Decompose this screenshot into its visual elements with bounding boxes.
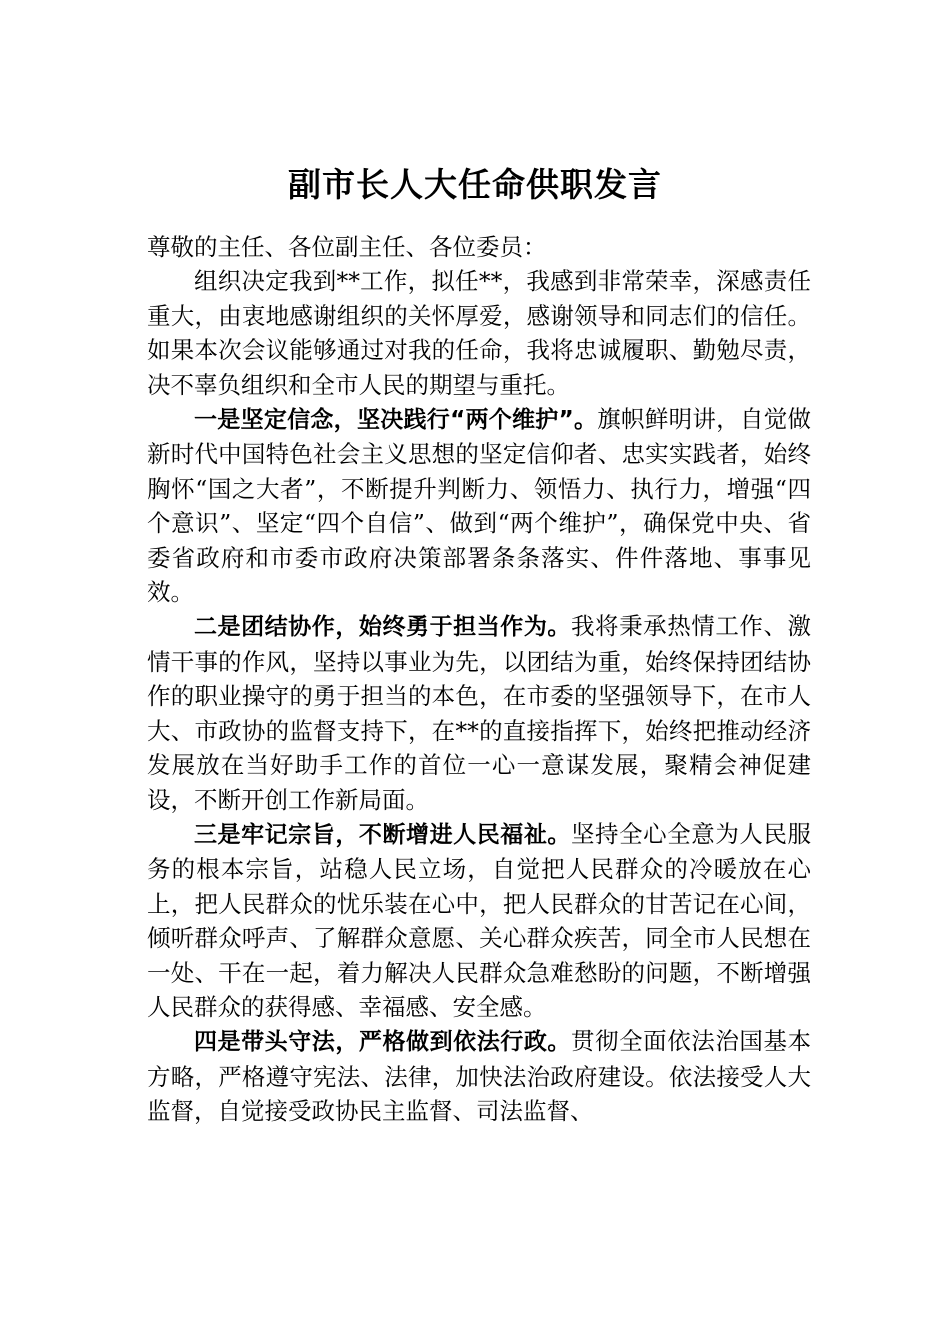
paragraph-lead: 四是带头守法，严格做到依法行政。: [194, 1029, 571, 1056]
paragraph-text: 贯彻全面依法治国基本方略，严格遵守宪法、法律，加快法治政府建设。依法接受人大监督，自觉接受政协民主监督、司法监督、: [147, 1027, 812, 1126]
paragraph-lead: 三是牢记宗旨，不断增进人民福祉。: [194, 821, 571, 848]
paragraph-text: 我将秉承热情工作、激情干事的作风，坚持以事业为先，以团结为重，始终保持团结协作的职业操守的勇于担当的本色，在市委的坚强领导下，在市人大、市政协的监督支持下，在**的直接指挥下，始终把推动经济发展放在当好助手工作的首位一心一意谋发展，聚精会神促建设，不断开创工作新局面。: [147, 612, 812, 814]
paragraph-lead: 一是坚定信念，坚决践行“两个维护”。: [194, 407, 598, 434]
document-body: [147, 230, 811, 1129]
paragraph-point-2: [147, 609, 811, 816]
document-title: 副市长人大任命供职发言: [288, 165, 662, 204]
paragraph-point-1: [147, 402, 811, 609]
paragraph-intro: [147, 264, 811, 402]
paragraph-text: 组织决定我到**工作，拟任**，我感到非常荣幸，深感责任重大，由衷地感谢组织的关怀厚爱，感谢领导和同志们的信任。如果本次会议能够通过对我的任命，我将忠诚履职、勤勉尽责，决不辜负组织和全市人民的期望与重托。: [147, 267, 811, 399]
paragraph-text: 坚持全心全意为人民服务的根本宗旨，站稳人民立场，自觉把人民群众的冷暖放在心上，把人民群众的忧乐装在心中，把人民群众的甘苦记在心间，倾听群众呼声、了解群众意愿、关心群众疾苦，同全市人民想在一处、干在一起，着力解决人民群众急难愁盼的问题，不断增强人民群众的获得感、幸福感、安全感。: [147, 819, 812, 1021]
paragraph-point-3: [147, 817, 811, 1024]
paragraph-point-4: [147, 1024, 811, 1128]
paragraph-lead: 二是团结协作，始终勇于担当作为。: [194, 614, 571, 641]
salutation: 尊敬的主任、各位副主任、各位委员：: [147, 233, 547, 261]
paragraph-text: 旗帜鲜明讲，自觉做新时代中国特色社会主义思想的坚定信仰者、忠实实践者，始终胸怀“国之大者”，不断提升判断力、领悟力、执行力，增强“四个意识”、坚定“四个自信”、做到“两个维护”，确保党中央、省委省政府和市委市政府决策部署条条落实、件件落地、事事见效。: [147, 405, 812, 607]
